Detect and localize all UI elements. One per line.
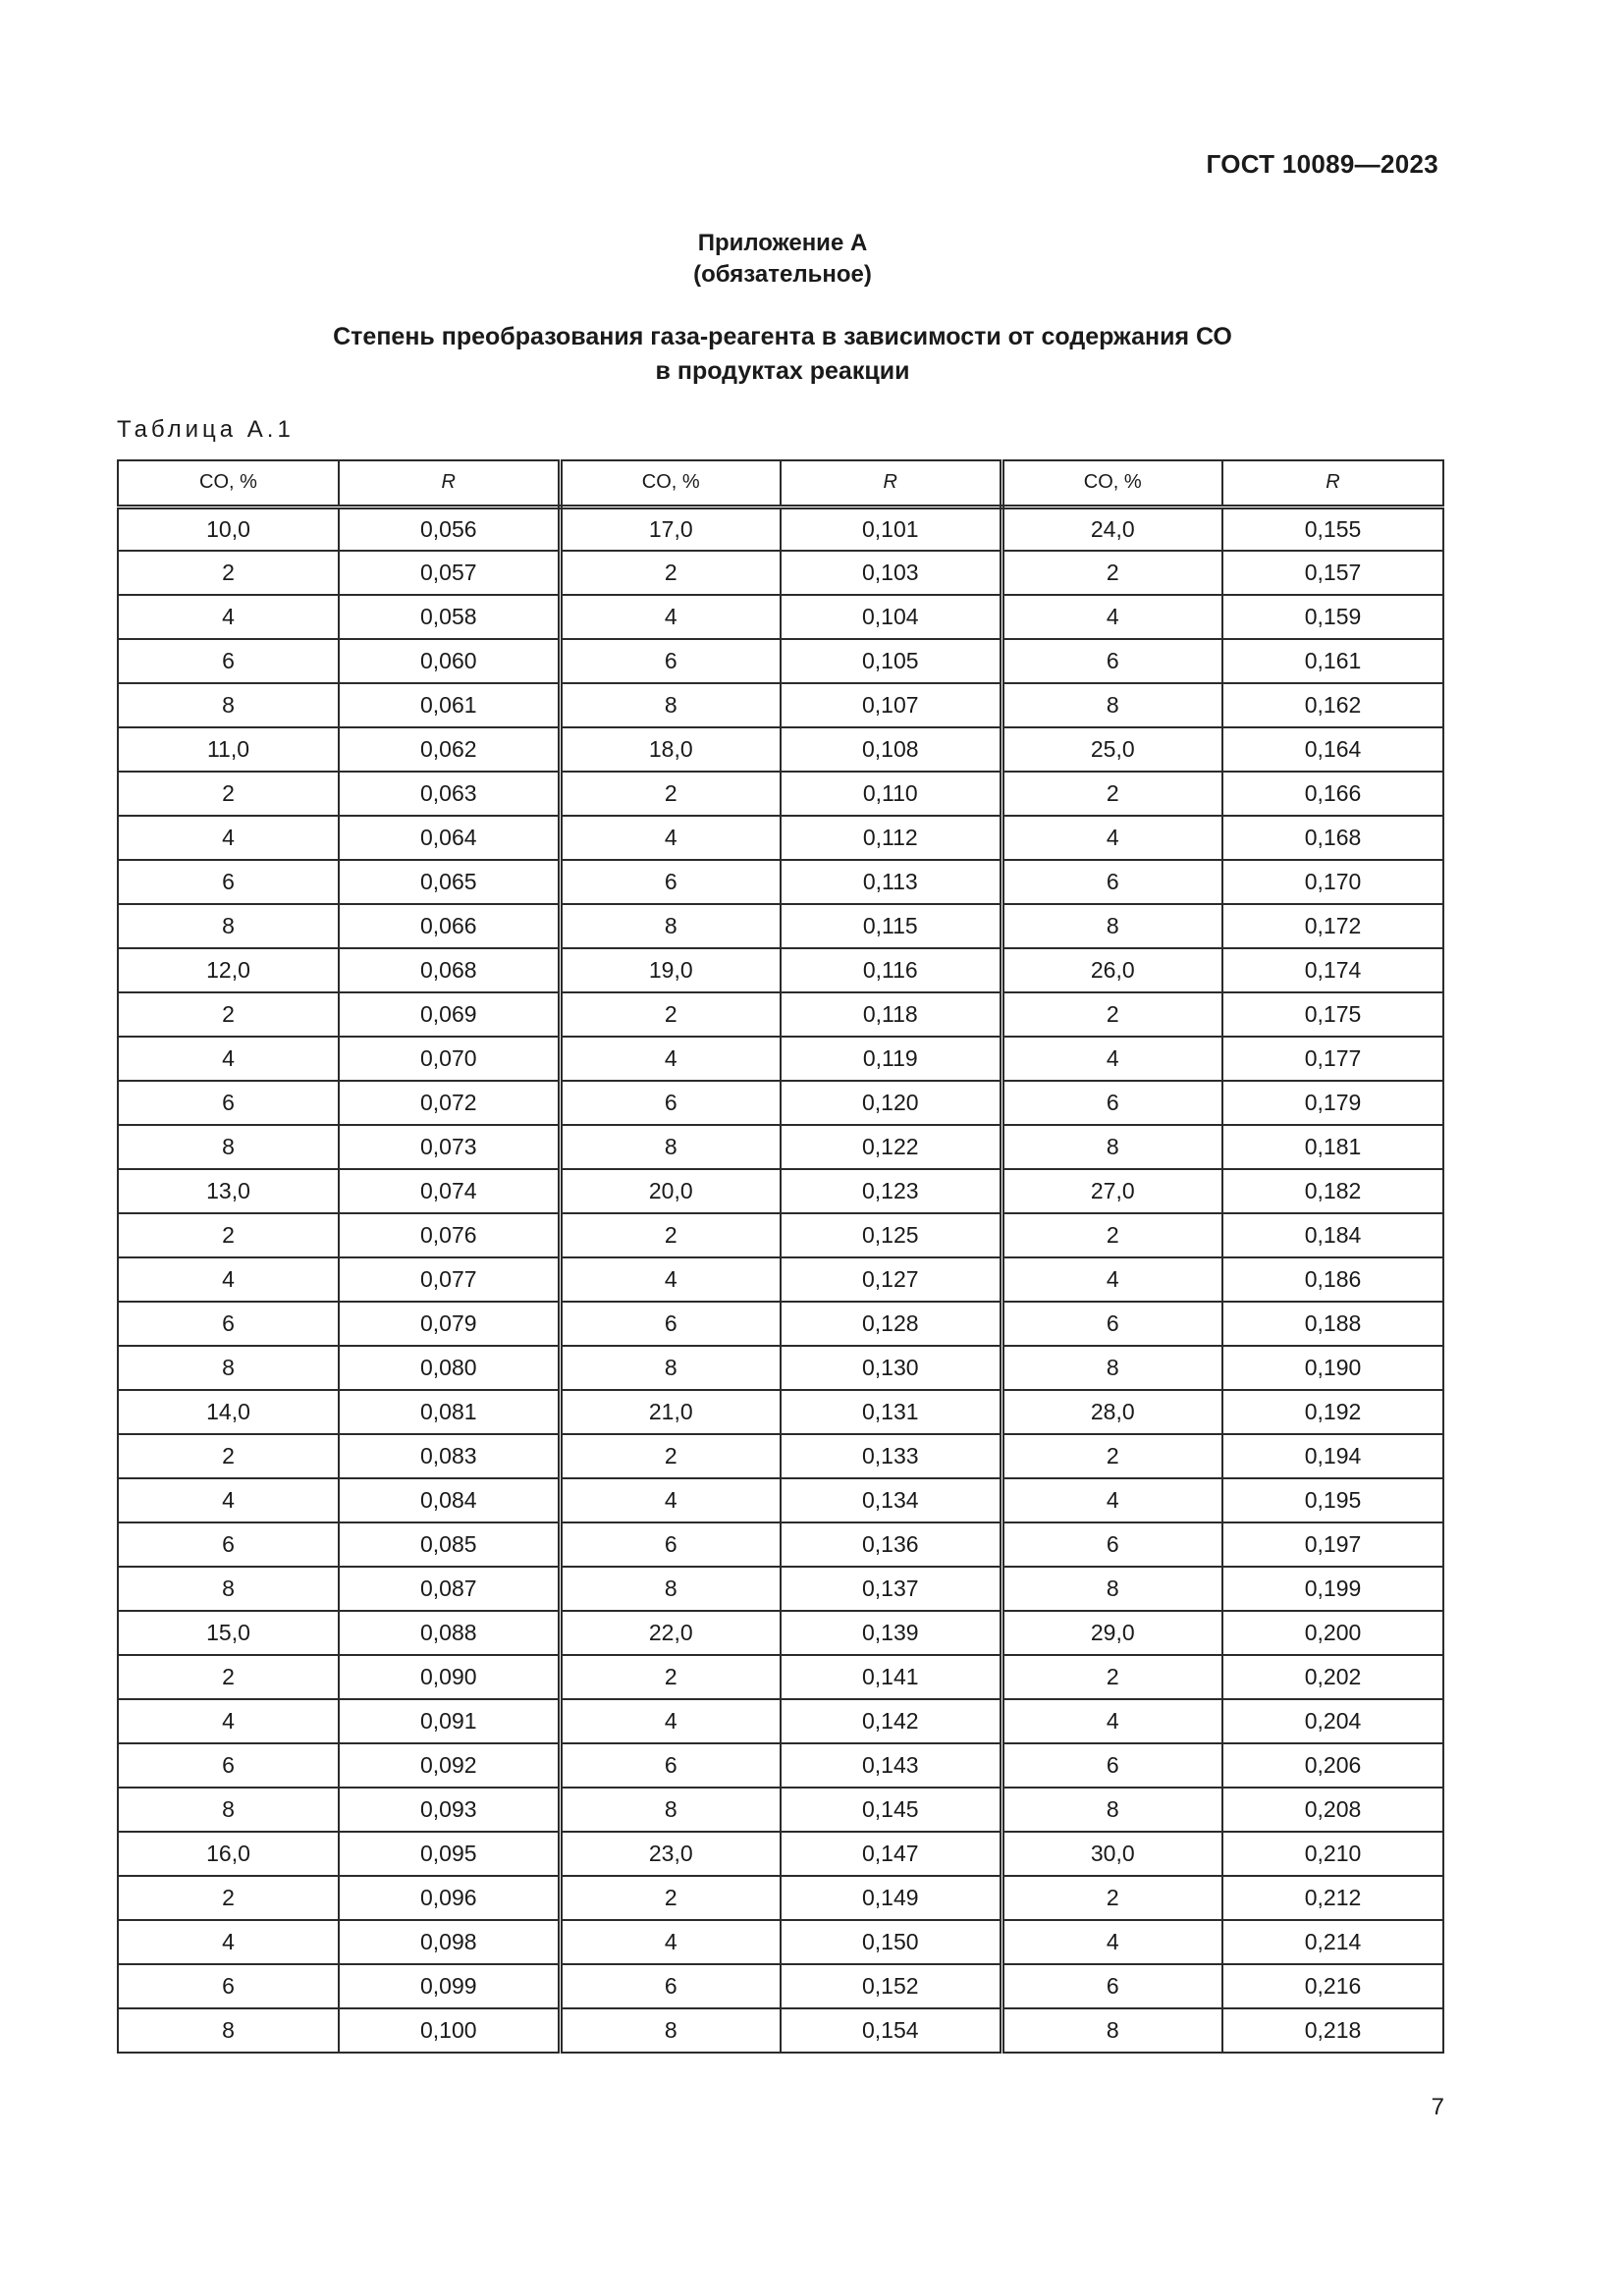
- appendix-title: Приложение А: [697, 230, 868, 256]
- r-value-cell: 0,134: [781, 1478, 1001, 1522]
- co-percent-cell: 6: [1001, 1081, 1222, 1125]
- co-percent-cell: 17,0: [560, 507, 781, 551]
- r-value-cell: 0,133: [781, 1434, 1001, 1478]
- co-percent-cell: 6: [560, 1522, 781, 1567]
- co-percent-cell: 22,0: [560, 1611, 781, 1655]
- table-row: [118, 727, 1443, 772]
- co-percent-cell: 10,0: [118, 507, 339, 551]
- table-row: [118, 860, 1443, 904]
- co-percent-cell: 28,0: [1001, 1390, 1222, 1434]
- r-value-cell: 0,161: [1222, 639, 1443, 683]
- co-percent-cell: 14,0: [118, 1390, 339, 1434]
- table-row: [118, 2008, 1443, 2053]
- r-value-cell: 0,099: [339, 1964, 560, 2008]
- table-caption: Таблица А.1: [117, 416, 295, 443]
- r-value-cell: 0,087: [339, 1567, 560, 1611]
- table-row: [118, 1257, 1443, 1302]
- co-percent-cell: 13,0: [118, 1169, 339, 1213]
- table-header-row: [118, 460, 1443, 507]
- co-percent-cell: 4: [560, 1257, 781, 1302]
- table-row: [118, 816, 1443, 860]
- r-value-cell: 0,208: [1222, 1788, 1443, 1832]
- table-row: [118, 1346, 1443, 1390]
- column-header-co: CO, %: [560, 460, 781, 507]
- co-percent-cell: 4: [118, 1478, 339, 1522]
- r-value-cell: 0,058: [339, 595, 560, 639]
- r-value-cell: 0,155: [1222, 507, 1443, 551]
- r-value-cell: 0,216: [1222, 1964, 1443, 2008]
- co-percent-cell: 2: [118, 1434, 339, 1478]
- co-percent-cell: 4: [1001, 1478, 1222, 1522]
- table-row: [118, 1920, 1443, 1964]
- r-value-cell: 0,150: [781, 1920, 1001, 1964]
- table-row: [118, 1125, 1443, 1169]
- r-value-cell: 0,181: [1222, 1125, 1443, 1169]
- r-value-cell: 0,214: [1222, 1920, 1443, 1964]
- r-value-cell: 0,062: [339, 727, 560, 772]
- co-percent-cell: 2: [1001, 1434, 1222, 1478]
- co-percent-cell: 8: [560, 1125, 781, 1169]
- r-value-cell: 0,063: [339, 772, 560, 816]
- document-code: ГОСТ 10089—2023: [1206, 149, 1438, 179]
- table-row: [118, 1302, 1443, 1346]
- section-title: [0, 320, 1565, 389]
- table-row: [118, 1434, 1443, 1478]
- r-value-cell: 0,177: [1222, 1037, 1443, 1081]
- r-value-cell: 0,069: [339, 992, 560, 1037]
- co-percent-cell: 2: [118, 551, 339, 595]
- co-percent-cell: 20,0: [560, 1169, 781, 1213]
- r-value-cell: 0,115: [781, 904, 1001, 948]
- r-value-cell: 0,064: [339, 816, 560, 860]
- table-row: [118, 1522, 1443, 1567]
- co-percent-cell: 8: [1001, 683, 1222, 727]
- r-value-cell: 0,162: [1222, 683, 1443, 727]
- table-row: [118, 1567, 1443, 1611]
- table-row: [118, 1081, 1443, 1125]
- column-header-co: CO, %: [1001, 460, 1222, 507]
- r-value-cell: 0,200: [1222, 1611, 1443, 1655]
- r-value-cell: 0,084: [339, 1478, 560, 1522]
- r-value-cell: 0,172: [1222, 904, 1443, 948]
- r-value-cell: 0,128: [781, 1302, 1001, 1346]
- r-value-cell: 0,143: [781, 1743, 1001, 1788]
- co-percent-cell: 8: [560, 1788, 781, 1832]
- r-value-cell: 0,077: [339, 1257, 560, 1302]
- r-value-cell: 0,096: [339, 1876, 560, 1920]
- co-percent-cell: 6: [118, 860, 339, 904]
- r-value-cell: 0,182: [1222, 1169, 1443, 1213]
- table-row: [118, 1611, 1443, 1655]
- co-percent-cell: 2: [560, 772, 781, 816]
- r-value-cell: 0,092: [339, 1743, 560, 1788]
- r-value-cell: 0,186: [1222, 1257, 1443, 1302]
- co-percent-cell: 2: [1001, 1876, 1222, 1920]
- co-percent-cell: 4: [560, 1478, 781, 1522]
- co-percent-cell: 6: [118, 639, 339, 683]
- r-value-cell: 0,060: [339, 639, 560, 683]
- table-row: [118, 1876, 1443, 1920]
- co-percent-cell: 6: [118, 1302, 339, 1346]
- co-percent-cell: 29,0: [1001, 1611, 1222, 1655]
- co-percent-cell: 6: [1001, 1743, 1222, 1788]
- co-percent-cell: 8: [560, 1567, 781, 1611]
- r-value-cell: 0,147: [781, 1832, 1001, 1876]
- r-value-cell: 0,100: [339, 2008, 560, 2053]
- co-percent-cell: 12,0: [118, 948, 339, 992]
- co-percent-cell: 6: [560, 1302, 781, 1346]
- r-value-cell: 0,101: [781, 507, 1001, 551]
- co-percent-cell: 18,0: [560, 727, 781, 772]
- r-value-cell: 0,103: [781, 551, 1001, 595]
- r-value-cell: 0,116: [781, 948, 1001, 992]
- r-value-cell: 0,131: [781, 1390, 1001, 1434]
- co-percent-cell: 2: [560, 551, 781, 595]
- table-row: [118, 507, 1443, 551]
- r-value-cell: 0,072: [339, 1081, 560, 1125]
- co-percent-cell: 4: [560, 1920, 781, 1964]
- r-value-cell: 0,090: [339, 1655, 560, 1699]
- table-row: [118, 1037, 1443, 1081]
- r-value-cell: 0,142: [781, 1699, 1001, 1743]
- r-value-cell: 0,093: [339, 1788, 560, 1832]
- table-row: [118, 551, 1443, 595]
- r-value-cell: 0,149: [781, 1876, 1001, 1920]
- co-percent-cell: 23,0: [560, 1832, 781, 1876]
- r-value-cell: 0,197: [1222, 1522, 1443, 1567]
- co-percent-cell: 4: [1001, 1037, 1222, 1081]
- r-value-cell: 0,166: [1222, 772, 1443, 816]
- r-value-cell: 0,127: [781, 1257, 1001, 1302]
- r-value-cell: 0,194: [1222, 1434, 1443, 1478]
- section-title-line-1: Степень преобразования газа-реагента в зависимости от содержания СО: [333, 323, 1232, 350]
- co-percent-cell: 4: [1001, 1699, 1222, 1743]
- r-value-cell: 0,074: [339, 1169, 560, 1213]
- co-percent-cell: 6: [118, 1522, 339, 1567]
- co-percent-cell: 4: [560, 1037, 781, 1081]
- co-percent-cell: 11,0: [118, 727, 339, 772]
- r-value-cell: 0,079: [339, 1302, 560, 1346]
- column-header-r: R: [1222, 460, 1443, 507]
- r-value-cell: 0,057: [339, 551, 560, 595]
- r-value-cell: 0,110: [781, 772, 1001, 816]
- co-percent-cell: 2: [1001, 992, 1222, 1037]
- column-header-co: CO, %: [118, 460, 339, 507]
- r-value-cell: 0,212: [1222, 1876, 1443, 1920]
- co-percent-cell: 4: [118, 816, 339, 860]
- co-percent-cell: 8: [560, 1346, 781, 1390]
- r-value-cell: 0,137: [781, 1567, 1001, 1611]
- co-percent-cell: 4: [560, 595, 781, 639]
- conversion-table: [117, 459, 1444, 2054]
- co-percent-cell: 19,0: [560, 948, 781, 992]
- table-row: [118, 772, 1443, 816]
- co-percent-cell: 8: [1001, 1788, 1222, 1832]
- r-value-cell: 0,076: [339, 1213, 560, 1257]
- r-value-cell: 0,210: [1222, 1832, 1443, 1876]
- table-row: [118, 1964, 1443, 2008]
- co-percent-cell: 2: [1001, 1655, 1222, 1699]
- co-percent-cell: 2: [118, 1655, 339, 1699]
- co-percent-cell: 6: [560, 1081, 781, 1125]
- page-number: 7: [1431, 2094, 1444, 2120]
- r-value-cell: 0,184: [1222, 1213, 1443, 1257]
- r-value-cell: 0,085: [339, 1522, 560, 1567]
- section-title-line-2: в продуктах реакции: [655, 357, 910, 385]
- co-percent-cell: 4: [560, 1699, 781, 1743]
- table-row: [118, 1478, 1443, 1522]
- co-percent-cell: 6: [1001, 1302, 1222, 1346]
- co-percent-cell: 4: [118, 1699, 339, 1743]
- r-value-cell: 0,068: [339, 948, 560, 992]
- r-value-cell: 0,168: [1222, 816, 1443, 860]
- co-percent-cell: 2: [1001, 551, 1222, 595]
- co-percent-cell: 6: [1001, 1522, 1222, 1567]
- co-percent-cell: 8: [560, 904, 781, 948]
- co-percent-cell: 16,0: [118, 1832, 339, 1876]
- r-value-cell: 0,088: [339, 1611, 560, 1655]
- co-percent-cell: 8: [118, 2008, 339, 2053]
- r-value-cell: 0,175: [1222, 992, 1443, 1037]
- r-value-cell: 0,065: [339, 860, 560, 904]
- co-percent-cell: 30,0: [1001, 1832, 1222, 1876]
- r-value-cell: 0,120: [781, 1081, 1001, 1125]
- r-value-cell: 0,080: [339, 1346, 560, 1390]
- co-percent-cell: 4: [118, 1920, 339, 1964]
- r-value-cell: 0,204: [1222, 1699, 1443, 1743]
- co-percent-cell: 2: [560, 1434, 781, 1478]
- column-header-r: R: [781, 460, 1001, 507]
- r-value-cell: 0,070: [339, 1037, 560, 1081]
- co-percent-cell: 21,0: [560, 1390, 781, 1434]
- r-value-cell: 0,119: [781, 1037, 1001, 1081]
- r-value-cell: 0,199: [1222, 1567, 1443, 1611]
- co-percent-cell: 2: [560, 1655, 781, 1699]
- r-value-cell: 0,145: [781, 1788, 1001, 1832]
- co-percent-cell: 8: [1001, 1346, 1222, 1390]
- appendix-subtitle: (обязательное): [693, 261, 872, 288]
- co-percent-cell: 2: [118, 992, 339, 1037]
- co-percent-cell: 26,0: [1001, 948, 1222, 992]
- co-percent-cell: 6: [560, 1964, 781, 2008]
- co-percent-cell: 2: [1001, 1213, 1222, 1257]
- co-percent-cell: 2: [560, 1876, 781, 1920]
- table-row: [118, 683, 1443, 727]
- r-value-cell: 0,136: [781, 1522, 1001, 1567]
- co-percent-cell: 4: [1001, 595, 1222, 639]
- co-percent-cell: 8: [118, 904, 339, 948]
- table-row: [118, 1743, 1443, 1788]
- table-row: [118, 904, 1443, 948]
- r-value-cell: 0,190: [1222, 1346, 1443, 1390]
- co-percent-cell: 2: [1001, 772, 1222, 816]
- r-value-cell: 0,123: [781, 1169, 1001, 1213]
- r-value-cell: 0,104: [781, 595, 1001, 639]
- co-percent-cell: 4: [1001, 1257, 1222, 1302]
- co-percent-cell: 8: [118, 683, 339, 727]
- r-value-cell: 0,141: [781, 1655, 1001, 1699]
- r-value-cell: 0,152: [781, 1964, 1001, 2008]
- co-percent-cell: 8: [1001, 2008, 1222, 2053]
- table-row: [118, 1699, 1443, 1743]
- co-percent-cell: 15,0: [118, 1611, 339, 1655]
- r-value-cell: 0,164: [1222, 727, 1443, 772]
- r-value-cell: 0,056: [339, 507, 560, 551]
- co-percent-cell: 8: [1001, 1567, 1222, 1611]
- r-value-cell: 0,195: [1222, 1478, 1443, 1522]
- co-percent-cell: 6: [560, 860, 781, 904]
- table-row: [118, 948, 1443, 992]
- co-percent-cell: 8: [1001, 1125, 1222, 1169]
- table-row: [118, 992, 1443, 1037]
- co-percent-cell: 6: [1001, 860, 1222, 904]
- r-value-cell: 0,157: [1222, 551, 1443, 595]
- r-value-cell: 0,091: [339, 1699, 560, 1743]
- r-value-cell: 0,095: [339, 1832, 560, 1876]
- r-value-cell: 0,081: [339, 1390, 560, 1434]
- co-percent-cell: 8: [118, 1567, 339, 1611]
- r-value-cell: 0,083: [339, 1434, 560, 1478]
- co-percent-cell: 6: [118, 1964, 339, 2008]
- table-row: [118, 595, 1443, 639]
- r-value-cell: 0,188: [1222, 1302, 1443, 1346]
- co-percent-cell: 6: [118, 1081, 339, 1125]
- r-value-cell: 0,159: [1222, 595, 1443, 639]
- co-percent-cell: 25,0: [1001, 727, 1222, 772]
- co-percent-cell: 8: [560, 2008, 781, 2053]
- column-header-r: R: [339, 460, 560, 507]
- table-row: [118, 1213, 1443, 1257]
- co-percent-cell: 4: [560, 816, 781, 860]
- co-percent-cell: 4: [118, 1037, 339, 1081]
- table-row: [118, 1832, 1443, 1876]
- r-value-cell: 0,130: [781, 1346, 1001, 1390]
- appendix-heading: [0, 228, 1565, 291]
- co-percent-cell: 4: [118, 1257, 339, 1302]
- co-percent-cell: 8: [118, 1125, 339, 1169]
- co-percent-cell: 8: [560, 683, 781, 727]
- r-value-cell: 0,192: [1222, 1390, 1443, 1434]
- table-row: [118, 1169, 1443, 1213]
- co-percent-cell: 2: [560, 992, 781, 1037]
- co-percent-cell: 8: [118, 1346, 339, 1390]
- r-value-cell: 0,073: [339, 1125, 560, 1169]
- co-percent-cell: 4: [118, 595, 339, 639]
- co-percent-cell: 2: [118, 1876, 339, 1920]
- r-value-cell: 0,113: [781, 860, 1001, 904]
- r-value-cell: 0,170: [1222, 860, 1443, 904]
- r-value-cell: 0,112: [781, 816, 1001, 860]
- r-value-cell: 0,139: [781, 1611, 1001, 1655]
- r-value-cell: 0,206: [1222, 1743, 1443, 1788]
- co-percent-cell: 8: [1001, 904, 1222, 948]
- co-percent-cell: 8: [118, 1788, 339, 1832]
- r-value-cell: 0,202: [1222, 1655, 1443, 1699]
- r-value-cell: 0,154: [781, 2008, 1001, 2053]
- co-percent-cell: 4: [1001, 816, 1222, 860]
- table-body: [118, 507, 1443, 2053]
- co-percent-cell: 6: [1001, 1964, 1222, 2008]
- co-percent-cell: 4: [1001, 1920, 1222, 1964]
- co-percent-cell: 6: [560, 639, 781, 683]
- r-value-cell: 0,108: [781, 727, 1001, 772]
- r-value-cell: 0,218: [1222, 2008, 1443, 2053]
- co-percent-cell: 2: [118, 772, 339, 816]
- co-percent-cell: 6: [118, 1743, 339, 1788]
- r-value-cell: 0,098: [339, 1920, 560, 1964]
- r-value-cell: 0,105: [781, 639, 1001, 683]
- r-value-cell: 0,061: [339, 683, 560, 727]
- r-value-cell: 0,066: [339, 904, 560, 948]
- r-value-cell: 0,107: [781, 683, 1001, 727]
- co-percent-cell: 24,0: [1001, 507, 1222, 551]
- co-percent-cell: 2: [560, 1213, 781, 1257]
- co-percent-cell: 27,0: [1001, 1169, 1222, 1213]
- r-value-cell: 0,125: [781, 1213, 1001, 1257]
- r-value-cell: 0,174: [1222, 948, 1443, 992]
- table-row: [118, 1788, 1443, 1832]
- co-percent-cell: 2: [118, 1213, 339, 1257]
- table-row: [118, 639, 1443, 683]
- r-value-cell: 0,122: [781, 1125, 1001, 1169]
- table-row: [118, 1655, 1443, 1699]
- r-value-cell: 0,179: [1222, 1081, 1443, 1125]
- table-row: [118, 1390, 1443, 1434]
- r-value-cell: 0,118: [781, 992, 1001, 1037]
- co-percent-cell: 6: [1001, 639, 1222, 683]
- co-percent-cell: 6: [560, 1743, 781, 1788]
